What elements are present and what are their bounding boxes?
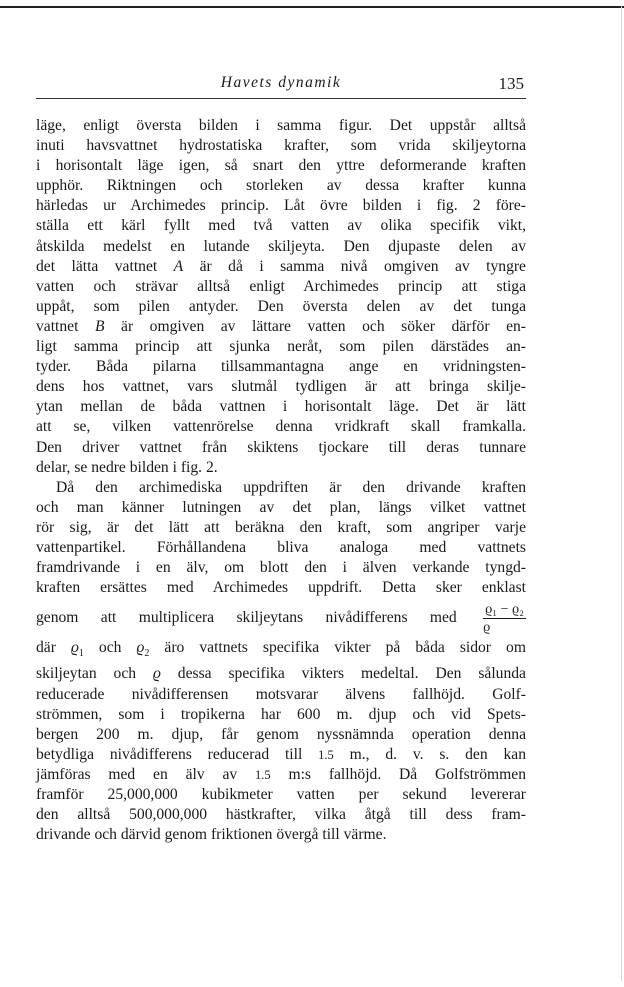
- text-segment: det lätta vattnet: [36, 257, 158, 275]
- text-line: upphör. Riktningen och storleken av dessa krafter kunna: [36, 177, 526, 195]
- text-line: kraften ersättes med Archimedes uppdrift. Detta sker enklast: [36, 579, 526, 597]
- text-segment: äro vattnets specifika vikter på båda sidor om: [164, 639, 526, 657]
- text-segment: m., d. v. s. den kan: [349, 745, 526, 763]
- text-segment: genom att multiplicera skiljeytans nivådifferens med: [36, 609, 457, 627]
- text-line: delar, se nedre bilden i fig. 2.: [36, 458, 218, 476]
- text-segment: är omgiven av lättare vatten och söker därför en-: [121, 317, 526, 335]
- text-line: [36, 765, 526, 785]
- text-line: reducerade nivådifferensen motsvarar älvens fallhöjd. Golf-: [36, 685, 526, 703]
- text-segment: vattnet: [36, 317, 79, 335]
- number-value: 1.5: [255, 767, 271, 782]
- text-segment: m:s fallhöjd. Då Golfströmmen: [288, 765, 526, 783]
- text-line: [36, 664, 526, 684]
- text-line: rör sig, är det lätt att beräkna den kraft, som angriper varje: [36, 518, 526, 536]
- text-line: uppåt, som pilen antyder. Den översta delen av det tunga: [36, 297, 526, 315]
- text-line: läge, enligt översta bilden i samma figur. Det uppstår alltså: [36, 117, 526, 134]
- text-line: [36, 598, 526, 638]
- text-segment: jämföras med en älv av: [36, 765, 238, 783]
- variable-rho: ϱ: [70, 639, 79, 657]
- variable-rho: ϱ: [152, 665, 161, 683]
- text-line: [36, 638, 526, 664]
- body-text: [36, 116, 526, 845]
- text-line: [36, 317, 526, 337]
- text-line: drivande och därvid genom friktionen övergå till värme.: [36, 826, 387, 844]
- text-line: [36, 745, 526, 765]
- text-line: framdrivande i en älv, om blott den i älven verkande tyngd-: [36, 559, 526, 577]
- header-rule: [36, 98, 526, 99]
- fraction-denominator: ϱ: [483, 620, 491, 636]
- text-segment: betydliga nivådifferens reducerad till: [36, 745, 303, 763]
- text-line: framför 25,000,000 kubikmeter vatten per sekund levererar: [36, 786, 526, 804]
- text-line: ytan mellan de båda vattnen i horisontalt läge. Det är lätt: [36, 398, 526, 416]
- text-line: vatten och strävar alltså enligt Archimedes princip att stiga: [36, 277, 526, 295]
- variable-rho: ϱ: [136, 639, 145, 657]
- text-segment: är då i samma nivå omgiven av tyngre: [199, 257, 526, 275]
- text-line: i horisontalt läge igen, så snart den yttre deformerande kraften: [36, 157, 526, 175]
- text-segment: där: [36, 639, 56, 657]
- text-line: åtskilda medelst en lutande skiljeyta. Den djupaste delen av: [36, 237, 526, 255]
- text-segment: dessa specifika vikters medeltal. Den sålunda: [177, 665, 526, 683]
- subscript: 2: [144, 648, 150, 660]
- page-number: 135: [498, 74, 524, 93]
- variable-b: B: [94, 317, 105, 335]
- text-line: Den driver vattnet från skiktens tjockare till deras tunnare: [36, 438, 526, 456]
- text-line: och man känner lutningen av det plan, längs vilket vattnet: [36, 498, 526, 516]
- text-line: den alltså 500,000,000 hästkrafter, vilka åtgå till dess fram-: [36, 806, 526, 824]
- text-line: [36, 257, 526, 277]
- text-line: inuti havsvattnet hydrostatiska krafter, som vrida skiljeytorna: [36, 137, 526, 155]
- text-segment: skiljeytan och: [36, 665, 137, 683]
- running-title: Havets dynamik: [220, 74, 342, 91]
- text-line: att se, vilken vattenrörelse denna vridkraft skall framkalla.: [36, 418, 526, 436]
- text-line: strömmen, som i tropikerna har 600 m. djup och vid Spets-: [36, 705, 526, 723]
- text-line: Då den archimediska uppdriften är den drivande kraften: [56, 478, 526, 496]
- fraction-numerator: ϱ₁ − ϱ₂: [485, 602, 525, 618]
- text-line: härledas ur Archimedes princip. Låt övre bilden i fig. 2 före-: [36, 197, 526, 215]
- text-line: ligt samma princip att sjunka neråt, som pilen därstädes an-: [36, 338, 526, 356]
- text-segment: och: [98, 639, 122, 657]
- scan-top-rule: [0, 6, 624, 8]
- subscript: 1: [78, 648, 84, 660]
- scan-right-edge: [621, 6, 622, 981]
- text-line: ställa ett kärl fyllt med två vatten av olika specifik vikt,: [36, 217, 526, 235]
- density-fraction: [483, 601, 526, 636]
- text-line: tyder. Båda pilarna tillsammantagna ange en vridningsten-: [36, 358, 526, 376]
- variable-a: A: [173, 257, 184, 275]
- text-line: dens hos vattnet, vars slutmål tydligen är att bringa skilje-: [36, 378, 526, 396]
- text-line: vattenpartikel. Förhållandena bliva analoga med vattnets: [36, 538, 526, 556]
- running-header: [36, 74, 526, 102]
- text-line: bergen 200 m. djup, får genom nyssnämnda operation denna: [36, 725, 526, 743]
- number-value: 1.5: [318, 747, 334, 762]
